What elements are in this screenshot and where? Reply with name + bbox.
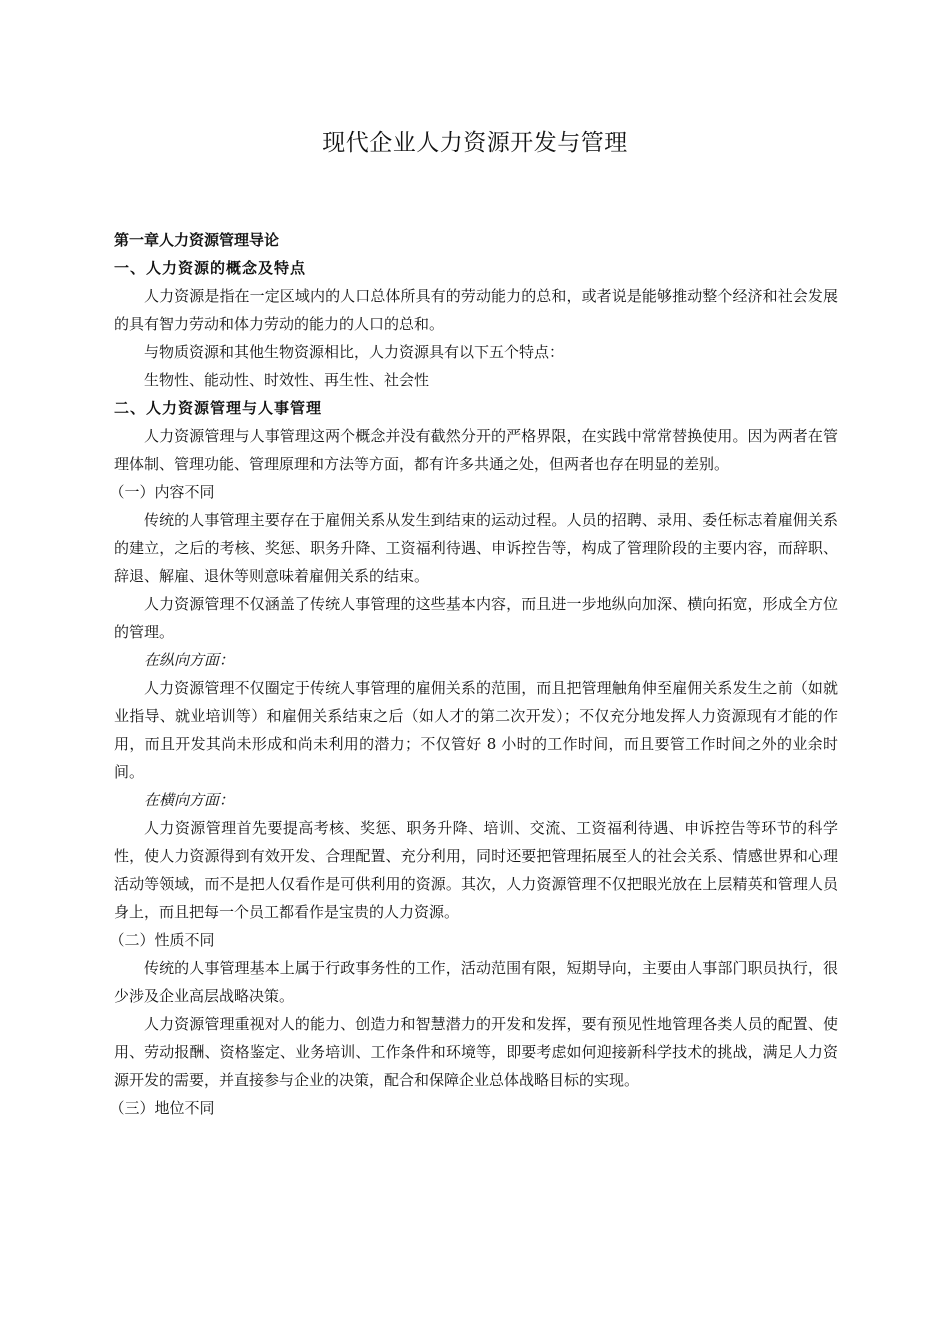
subsection-heading: （二）性质不同 [109, 931, 215, 949]
document-title: 现代企业人力资源开发与管理 [322, 130, 628, 156]
document-body [109, 226, 838, 1122]
subsection-heading: （一）内容不同 [109, 483, 215, 501]
paragraph: 传统的人事管理基本上属于行政事务性的工作，活动范围有限，短期导向，主要由人事部门职员执行，很少涉及企业高层战略决策。 [114, 959, 838, 1005]
paragraph: 人力资源管理重视对人的能力、创造力和智慧潜力的开发和发挥，要有预见性地管理各类人员的配置、使用、劳动报酬、资格鉴定、业务培训、工作条件和环境等，即要考虑如何迎接新科学技术的挑战，满足人力资源开发的需要，并直接参与企业的决策，配合和保障企业总体战略目标的实现。 [114, 1015, 838, 1089]
paragraph: 人力资源管理不仅圈定于传统人事管理的雇佣关系的范围，而且把管理触角伸至雇佣关系发生之前（如就业指导、就业培训等）和雇佣关系结束之后（如人才的第二次开发）；不仅充分地发挥人力资源现有才能的作用，而且开发其尚未形成和尚未利用的潜力；不仅管好 8 小时的工作时间，而且要管工作时间之外的业余时间。 [114, 679, 838, 781]
subsection-heading: （三）地位不同 [109, 1099, 215, 1117]
paragraph: 人力资源管理首先要提高考核、奖惩、职务升降、培训、交流、工资福利待遇、申诉控告等环节的科学性，使人力资源得到有效开发、合理配置、充分利用，同时还要把管理拓展至人的社会关系、情感世界和心理活动等领域，而不是把人仅看作是可供利用的资源。其次，人力资源管理不仅把眼光放在上层精英和管理人员身上，而且把每一个员工都看作是宝贵的人力资源。 [114, 819, 838, 921]
paragraph: 生物性、能动性、时效性、再生性、社会性 [144, 371, 430, 389]
section-heading-2: 二、人力资源管理与人事管理 [114, 399, 323, 417]
paragraph: 传统的人事管理主要存在于雇佣关系从发生到结束的运动过程。人员的招聘、录用、委任标志着雇佣关系的建立，之后的考核、奖惩、职务升降、工资福利待遇、申诉控告等，构成了管理阶段的主要内容，而辞职、辞退、解雇、退休等则意味着雇佣关系的结束。 [114, 511, 838, 585]
section-heading-1: 一、人力资源的概念及特点 [114, 259, 307, 277]
paragraph: 人力资源管理不仅涵盖了传统人事管理的这些基本内容，而且进一步地纵向加深、横向拓宽，形成全方位的管理。 [114, 595, 838, 641]
paragraph: 人力资源管理与人事管理这两个概念并没有截然分开的严格界限，在实践中常常替换使用。因为两者在管理体制、管理功能、管理原理和方法等方面，都有许多共通之处，但两者也存在明显的差别。 [114, 427, 838, 473]
paragraph: 与物质资源和其他生物资源相比，人力资源具有以下五个特点： [144, 343, 565, 361]
italic-subheading: 在纵向方面： [144, 651, 235, 669]
paragraph: 人力资源是指在一定区域内的人口总体所具有的劳动能力的总和，或者说是能够推动整个经济和社会发展的具有智力劳动和体力劳动的能力的人口的总和。 [114, 287, 838, 333]
italic-subheading: 在横向方面： [144, 791, 235, 809]
chapter-heading: 第一章人力资源管理导论 [114, 231, 280, 249]
